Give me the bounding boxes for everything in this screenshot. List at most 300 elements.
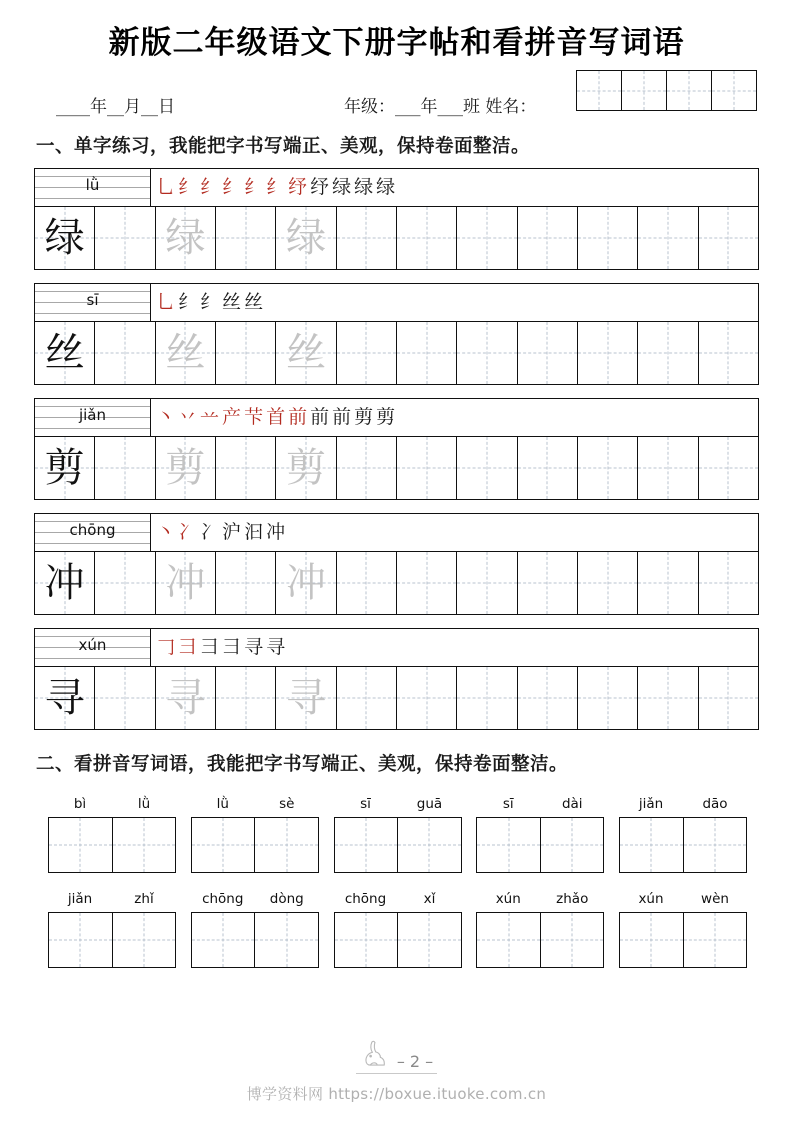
word-answer-cell[interactable] bbox=[335, 913, 399, 967]
writing-grid-cell[interactable] bbox=[95, 437, 155, 499]
grid-cross-horizontal bbox=[337, 238, 396, 239]
grid-cross-horizontal bbox=[620, 845, 683, 846]
pinyin-syllable: jiǎn bbox=[638, 796, 664, 812]
writing-grid-cell[interactable] bbox=[156, 552, 216, 614]
grid-cross-horizontal bbox=[638, 238, 697, 239]
grid-cross-horizontal bbox=[216, 583, 275, 584]
writing-grid-cell[interactable] bbox=[578, 437, 638, 499]
writing-grid-cell[interactable] bbox=[95, 667, 155, 729]
stroke-order-sequence bbox=[156, 178, 398, 197]
grid-cross-horizontal bbox=[457, 353, 516, 354]
stroke-step: 纟 bbox=[244, 176, 267, 198]
writing-grid-cell[interactable] bbox=[397, 667, 457, 729]
word-row bbox=[34, 885, 759, 968]
word-pinyin bbox=[191, 885, 319, 907]
grid-cross-horizontal bbox=[397, 238, 456, 239]
writing-grid[interactable] bbox=[35, 437, 758, 499]
word-answer-cell[interactable] bbox=[477, 913, 541, 967]
writing-grid-cell[interactable] bbox=[699, 207, 758, 269]
writing-grid-cell[interactable] bbox=[638, 552, 698, 614]
writing-grid-cell[interactable] bbox=[457, 667, 517, 729]
grid-cross-horizontal bbox=[335, 845, 398, 846]
grid-cross-horizontal bbox=[95, 468, 154, 469]
grid-cross-horizontal bbox=[638, 468, 697, 469]
stroke-order-cell bbox=[151, 169, 758, 206]
word-group bbox=[619, 885, 747, 968]
stroke-step: 纾 bbox=[288, 176, 311, 198]
stroke-step: 首 bbox=[266, 406, 289, 428]
stroke-step: 乚 bbox=[156, 291, 179, 313]
pinyin-syllable: dòng bbox=[269, 891, 304, 907]
trace-character: 绿 bbox=[285, 215, 326, 261]
grid-cross-horizontal bbox=[518, 353, 577, 354]
grid-cross-horizontal bbox=[457, 583, 516, 584]
pinyin-rule-line bbox=[35, 543, 150, 544]
writing-grid-cell[interactable] bbox=[35, 207, 95, 269]
grid-cross-horizontal bbox=[216, 353, 275, 354]
grid-cross-horizontal bbox=[578, 468, 637, 469]
word-answer-cell[interactable] bbox=[541, 818, 604, 872]
writing-grid[interactable] bbox=[35, 322, 758, 384]
practice-block-header bbox=[35, 169, 758, 207]
grid-cross-horizontal bbox=[541, 845, 604, 846]
word-answer-cell[interactable] bbox=[398, 913, 461, 967]
grid-cross-horizontal bbox=[518, 238, 577, 239]
word-group bbox=[619, 790, 747, 873]
grid-cross-horizontal bbox=[95, 583, 154, 584]
pinyin-label: lǜ bbox=[85, 176, 100, 194]
name-grid[interactable] bbox=[576, 70, 757, 111]
grid-cross-horizontal bbox=[337, 468, 396, 469]
writing-grid-cell[interactable] bbox=[638, 322, 698, 384]
word-answer-grid[interactable] bbox=[619, 817, 747, 873]
pinyin-syllable: lǜ bbox=[137, 796, 151, 812]
writing-grid-cell[interactable] bbox=[156, 322, 216, 384]
header-row bbox=[34, 66, 759, 126]
word-answer-cell[interactable] bbox=[620, 913, 684, 967]
writing-grid[interactable] bbox=[35, 207, 758, 269]
writing-grid-cell[interactable] bbox=[457, 437, 517, 499]
stroke-step: 纟 bbox=[222, 176, 245, 198]
pinyin-rule-line bbox=[35, 198, 150, 199]
grid-cross-horizontal bbox=[95, 353, 154, 354]
stroke-step: 冫 bbox=[178, 521, 201, 543]
grid-cross-horizontal bbox=[638, 698, 697, 699]
model-character: 剪 bbox=[44, 445, 85, 491]
writing-grid-cell[interactable] bbox=[457, 207, 517, 269]
pinyin-cell bbox=[35, 629, 151, 666]
practice-block bbox=[34, 168, 759, 270]
practice-block-header bbox=[35, 514, 758, 552]
word-answer-cell[interactable] bbox=[113, 913, 176, 967]
writing-grid-cell[interactable] bbox=[337, 437, 397, 499]
stroke-order-cell bbox=[151, 629, 758, 666]
stroke-order-cell bbox=[151, 514, 758, 551]
word-answer-cell[interactable] bbox=[541, 913, 604, 967]
writing-grid-cell[interactable] bbox=[337, 207, 397, 269]
grid-cross-horizontal bbox=[577, 90, 621, 91]
pinyin-syllable: jiǎn bbox=[67, 891, 93, 907]
section-2-heading: 二、看拼音写词语，我能把字书写端正、美观，保持卷面整洁。 bbox=[36, 754, 569, 775]
word-answer-cell[interactable] bbox=[477, 818, 541, 872]
grid-cross-horizontal bbox=[49, 845, 112, 846]
writing-grid-cell[interactable] bbox=[397, 207, 457, 269]
grid-cross-horizontal bbox=[457, 468, 516, 469]
date-field[interactable]: ____年__月__日 bbox=[56, 97, 175, 117]
word-answer-grid[interactable] bbox=[476, 817, 604, 873]
word-group bbox=[191, 790, 319, 873]
stroke-step: 丝 bbox=[244, 291, 267, 313]
section-1-heading: 一、单字练习，我能把字书写端正、美观，保持卷面整洁。 bbox=[36, 136, 531, 157]
pinyin-syllable: wèn bbox=[701, 891, 729, 907]
stroke-step: 前 bbox=[310, 406, 333, 428]
stroke-step: 绿 bbox=[376, 176, 399, 198]
stroke-step: 剪 bbox=[376, 406, 399, 428]
word-pinyin bbox=[476, 790, 604, 812]
word-answer-grid[interactable] bbox=[48, 912, 176, 968]
writing-grid-cell[interactable] bbox=[638, 207, 698, 269]
grid-cross-horizontal bbox=[335, 940, 398, 941]
grid-cross-horizontal bbox=[192, 845, 255, 846]
word-group bbox=[334, 790, 462, 873]
practice-block bbox=[34, 398, 759, 500]
writing-grid-cell[interactable] bbox=[35, 667, 95, 729]
stroke-step: 冲 bbox=[266, 521, 289, 543]
stroke-step: 芐 bbox=[244, 406, 267, 428]
footer bbox=[0, 1037, 793, 1076]
stroke-step: 彐 bbox=[200, 636, 223, 658]
word-answer-grid[interactable] bbox=[334, 817, 462, 873]
stroke-step: 寻 bbox=[266, 636, 289, 658]
rabbit-icon bbox=[360, 1037, 394, 1071]
writing-grid-cell[interactable] bbox=[276, 437, 336, 499]
pinyin-syllable: xǐ bbox=[423, 891, 436, 907]
pinyin-rule-line bbox=[35, 313, 150, 314]
model-character: 冲 bbox=[44, 560, 85, 606]
stroke-step: 纟 bbox=[200, 291, 223, 313]
grid-cross-horizontal bbox=[477, 845, 540, 846]
grid-cross-horizontal bbox=[578, 238, 637, 239]
word-answer-cell[interactable] bbox=[398, 818, 461, 872]
stroke-step: 汩 bbox=[244, 521, 267, 543]
writing-grid-cell[interactable] bbox=[518, 437, 578, 499]
pinyin-syllable: bì bbox=[73, 796, 87, 812]
stroke-step: 彐 bbox=[178, 636, 201, 658]
writing-grid-cell[interactable] bbox=[156, 207, 216, 269]
word-pinyin bbox=[619, 790, 747, 812]
model-character: 寻 bbox=[44, 675, 85, 721]
stroke-order-sequence bbox=[156, 293, 266, 312]
writing-grid-cell[interactable] bbox=[397, 552, 457, 614]
writing-grid-cell[interactable] bbox=[518, 552, 578, 614]
writing-grid-cell[interactable] bbox=[276, 667, 336, 729]
writing-grid-cell[interactable] bbox=[35, 322, 95, 384]
trace-character: 丝 bbox=[285, 330, 326, 376]
class-name-field[interactable]: 年级：___年___班 姓名： bbox=[344, 97, 537, 117]
stroke-step: 产 bbox=[222, 406, 245, 428]
grid-cross-horizontal bbox=[667, 90, 711, 91]
stroke-order-cell bbox=[151, 284, 758, 321]
writing-grid-cell[interactable] bbox=[457, 322, 517, 384]
grid-cross-horizontal bbox=[578, 698, 637, 699]
pinyin-label: xún bbox=[78, 636, 107, 654]
grid-cross-horizontal bbox=[397, 468, 456, 469]
word-answer-cell[interactable] bbox=[255, 818, 318, 872]
grid-cross-horizontal bbox=[699, 353, 758, 354]
word-answer-grid[interactable] bbox=[476, 912, 604, 968]
name-grid-cell[interactable] bbox=[622, 71, 667, 110]
word-answer-grid[interactable] bbox=[48, 817, 176, 873]
word-answer-cell[interactable] bbox=[113, 818, 176, 872]
trace-character: 冲 bbox=[285, 560, 326, 606]
practice-block-header bbox=[35, 629, 758, 667]
stroke-step: 纟 bbox=[178, 291, 201, 313]
trace-character: 剪 bbox=[285, 445, 326, 491]
stroke-order-sequence bbox=[156, 523, 288, 542]
writing-grid-cell[interactable] bbox=[95, 322, 155, 384]
trace-character: 丝 bbox=[165, 330, 206, 376]
writing-grid-cell[interactable] bbox=[156, 437, 216, 499]
stroke-step: 纟 bbox=[178, 176, 201, 198]
practice-block bbox=[34, 283, 759, 385]
writing-grid-cell[interactable] bbox=[699, 667, 758, 729]
stroke-step: 纾 bbox=[310, 176, 333, 198]
stroke-step: 丝 bbox=[222, 291, 245, 313]
stroke-step: 寻 bbox=[244, 636, 267, 658]
word-group bbox=[334, 885, 462, 968]
name-grid-cell[interactable] bbox=[712, 71, 756, 110]
pinyin-cell bbox=[35, 514, 151, 551]
page-number: – 2 – bbox=[396, 1052, 434, 1071]
grid-cross-horizontal bbox=[638, 353, 697, 354]
word-row bbox=[34, 790, 759, 873]
word-answer-grid[interactable] bbox=[619, 912, 747, 968]
pinyin-label: chōng bbox=[69, 521, 116, 539]
grid-cross-horizontal bbox=[578, 353, 637, 354]
writing-grid-cell[interactable] bbox=[518, 667, 578, 729]
word-answer-cell[interactable] bbox=[684, 818, 747, 872]
writing-grid-cell[interactable] bbox=[699, 322, 758, 384]
writing-grid-cell[interactable] bbox=[216, 437, 276, 499]
writing-grid[interactable] bbox=[35, 667, 758, 729]
trace-character: 冲 bbox=[165, 560, 206, 606]
word-answer-cell[interactable] bbox=[192, 913, 256, 967]
pinyin-syllable: sè bbox=[279, 796, 295, 812]
word-group bbox=[48, 790, 176, 873]
word-pinyin bbox=[191, 790, 319, 812]
grid-cross-horizontal bbox=[638, 583, 697, 584]
writing-grid-cell[interactable] bbox=[638, 667, 698, 729]
word-answer-grid[interactable] bbox=[191, 912, 319, 968]
grid-cross-horizontal bbox=[255, 940, 318, 941]
model-character: 绿 bbox=[44, 215, 85, 261]
pinyin-rule-line bbox=[35, 658, 150, 659]
word-answer-cell[interactable] bbox=[49, 913, 113, 967]
grid-cross-horizontal bbox=[113, 940, 176, 941]
trace-character: 绿 bbox=[165, 215, 206, 261]
pinyin-cell bbox=[35, 284, 151, 321]
section-2-rows bbox=[34, 790, 759, 968]
writing-grid-cell[interactable] bbox=[276, 552, 336, 614]
grid-cross-horizontal bbox=[699, 583, 758, 584]
name-grid-cell[interactable] bbox=[577, 71, 622, 110]
grid-cross-horizontal bbox=[712, 90, 756, 91]
word-answer-grid[interactable] bbox=[334, 912, 462, 968]
writing-grid-cell[interactable] bbox=[35, 437, 95, 499]
practice-block-header bbox=[35, 284, 758, 322]
word-answer-cell[interactable] bbox=[335, 818, 399, 872]
word-group bbox=[48, 885, 176, 968]
word-answer-cell[interactable] bbox=[684, 913, 747, 967]
writing-grid-cell[interactable] bbox=[337, 552, 397, 614]
writing-grid-cell[interactable] bbox=[518, 207, 578, 269]
word-answer-cell[interactable] bbox=[620, 818, 684, 872]
practice-block bbox=[34, 513, 759, 615]
pinyin-label: jiǎn bbox=[78, 406, 107, 424]
writing-grid-cell[interactable] bbox=[699, 552, 758, 614]
grid-cross-horizontal bbox=[337, 583, 396, 584]
stroke-step: 前 bbox=[288, 406, 311, 428]
pinyin-syllable: xún bbox=[638, 891, 664, 907]
pinyin-label: sī bbox=[86, 291, 99, 309]
word-pinyin bbox=[48, 790, 176, 812]
word-answer-cell[interactable] bbox=[192, 818, 256, 872]
grid-cross-horizontal bbox=[398, 845, 461, 846]
stroke-step: 沪 bbox=[222, 521, 245, 543]
stroke-order-sequence bbox=[156, 408, 398, 427]
stroke-step: 彐 bbox=[222, 636, 245, 658]
pinyin-syllable: guā bbox=[416, 796, 443, 812]
word-answer-grid[interactable] bbox=[191, 817, 319, 873]
grid-cross-horizontal bbox=[337, 698, 396, 699]
writing-grid-cell[interactable] bbox=[699, 437, 758, 499]
model-character: 丝 bbox=[44, 330, 85, 376]
stroke-step: 纟 bbox=[200, 176, 223, 198]
word-pinyin bbox=[48, 885, 176, 907]
grid-cross-horizontal bbox=[216, 698, 275, 699]
pinyin-syllable: chōng bbox=[202, 891, 244, 907]
writing-grid-cell[interactable] bbox=[457, 552, 517, 614]
grid-cross-horizontal bbox=[337, 353, 396, 354]
grid-cross-horizontal bbox=[397, 698, 456, 699]
practice-block-header bbox=[35, 399, 758, 437]
pinyin-cell bbox=[35, 399, 151, 436]
trace-character: 寻 bbox=[285, 675, 326, 721]
grid-cross-horizontal bbox=[518, 583, 577, 584]
pinyin-cell bbox=[35, 169, 151, 206]
word-answer-cell[interactable] bbox=[49, 818, 113, 872]
page-number-block bbox=[356, 1037, 437, 1074]
writing-grid-cell[interactable] bbox=[518, 322, 578, 384]
grid-cross-horizontal bbox=[192, 940, 255, 941]
page-title: 新版二年级语文下册字帖和看拼音写词语 bbox=[108, 25, 685, 61]
stroke-step: 䒑 bbox=[200, 406, 223, 428]
writing-grid-cell[interactable] bbox=[216, 552, 276, 614]
stroke-step: 纟 bbox=[266, 176, 289, 198]
writing-grid-cell[interactable] bbox=[337, 322, 397, 384]
pinyin-syllable: dāo bbox=[702, 796, 728, 812]
writing-grid-cell[interactable] bbox=[337, 667, 397, 729]
grid-cross-horizontal bbox=[541, 940, 604, 941]
trace-character: 剪 bbox=[165, 445, 206, 491]
stroke-step: 乚 bbox=[156, 176, 179, 198]
section-1-blocks bbox=[34, 168, 759, 730]
word-pinyin bbox=[334, 790, 462, 812]
writing-grid-cell[interactable] bbox=[397, 437, 457, 499]
stroke-step: 丶 bbox=[156, 406, 179, 428]
stroke-step: 丶 bbox=[156, 521, 179, 543]
writing-grid-cell[interactable] bbox=[35, 552, 95, 614]
grid-cross-horizontal bbox=[397, 353, 456, 354]
grid-cross-horizontal bbox=[398, 940, 461, 941]
stroke-step: 冫 bbox=[200, 521, 223, 543]
word-pinyin bbox=[619, 885, 747, 907]
grid-cross-horizontal bbox=[622, 90, 666, 91]
writing-grid-cell[interactable] bbox=[276, 207, 336, 269]
stroke-step: 绿 bbox=[354, 176, 377, 198]
writing-grid-cell[interactable] bbox=[95, 207, 155, 269]
trace-character: 寻 bbox=[165, 675, 206, 721]
writing-grid[interactable] bbox=[35, 552, 758, 614]
writing-grid-cell[interactable] bbox=[578, 322, 638, 384]
writing-grid-cell[interactable] bbox=[156, 667, 216, 729]
word-group bbox=[191, 885, 319, 968]
grid-cross-horizontal bbox=[49, 940, 112, 941]
writing-grid-cell[interactable] bbox=[638, 437, 698, 499]
grid-cross-horizontal bbox=[113, 845, 176, 846]
writing-grid-cell[interactable] bbox=[578, 667, 638, 729]
grid-cross-horizontal bbox=[699, 468, 758, 469]
word-pinyin bbox=[476, 885, 604, 907]
writing-grid-cell[interactable] bbox=[216, 667, 276, 729]
writing-grid-cell[interactable] bbox=[95, 552, 155, 614]
stroke-step: 剪 bbox=[354, 406, 377, 428]
grid-cross-horizontal bbox=[684, 845, 747, 846]
writing-grid-cell[interactable] bbox=[397, 322, 457, 384]
grid-cross-horizontal bbox=[255, 845, 318, 846]
pinyin-syllable: dài bbox=[561, 796, 583, 812]
grid-cross-horizontal bbox=[216, 238, 275, 239]
pinyin-rule-line bbox=[35, 428, 150, 429]
name-grid-cell[interactable] bbox=[667, 71, 712, 110]
grid-cross-horizontal bbox=[216, 468, 275, 469]
writing-grid-cell[interactable] bbox=[216, 322, 276, 384]
word-answer-cell[interactable] bbox=[255, 913, 318, 967]
stroke-order-sequence bbox=[156, 638, 288, 657]
writing-grid-cell[interactable] bbox=[578, 207, 638, 269]
stroke-step: 𠃌 bbox=[156, 636, 179, 658]
pinyin-syllable: sī bbox=[502, 796, 514, 812]
grid-cross-horizontal bbox=[457, 238, 516, 239]
grid-cross-horizontal bbox=[397, 583, 456, 584]
stroke-step: 绿 bbox=[332, 176, 355, 198]
pinyin-syllable: zhǐ bbox=[134, 891, 154, 907]
grid-cross-horizontal bbox=[95, 698, 154, 699]
grid-cross-horizontal bbox=[620, 940, 683, 941]
grid-cross-horizontal bbox=[699, 238, 758, 239]
pinyin-syllable: zhǎo bbox=[556, 891, 589, 907]
writing-grid-cell[interactable] bbox=[276, 322, 336, 384]
writing-grid-cell[interactable] bbox=[216, 207, 276, 269]
writing-grid-cell[interactable] bbox=[578, 552, 638, 614]
stroke-order-cell bbox=[151, 399, 758, 436]
stroke-step: 丷 bbox=[178, 406, 201, 428]
stroke-step: 前 bbox=[332, 406, 355, 428]
grid-cross-horizontal bbox=[477, 940, 540, 941]
practice-block bbox=[34, 628, 759, 730]
watermark: 博学资料网 https://boxue.ituoke.com.cn bbox=[246, 1085, 547, 1103]
word-group bbox=[476, 885, 604, 968]
